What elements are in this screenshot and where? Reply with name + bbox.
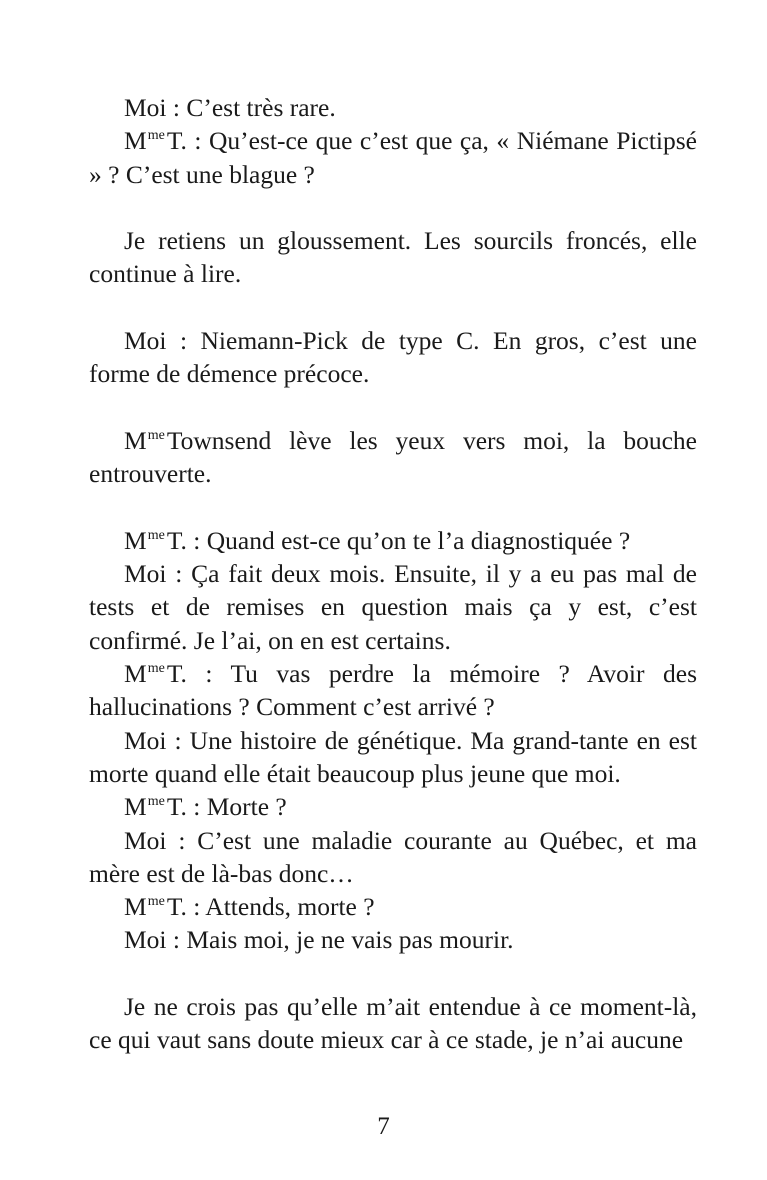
paragraph-3 xyxy=(89,224,697,291)
paragraph-4 xyxy=(89,324,697,391)
page-body xyxy=(89,91,697,1057)
paragraph-text: T. : Tu vas perdre la mémoire ? Avoir des hallucinations ? Comment c’est arrivé ? xyxy=(89,659,697,722)
paragraph-10: $M^{me}T$. : Morte ? xyxy=(124,792,287,822)
paragraph-12: $M^{me}T$. : Attends, morte ? xyxy=(124,892,375,922)
paragraph-8: $M^{me}T$. : Tu vas perdre la mémoire ? Avoir des hallucinations ? Comment c’est arrivé ? xyxy=(89,659,697,722)
honorific-superscript: me xyxy=(147,661,165,677)
paragraph-7 xyxy=(89,557,697,657)
paragraph-1 xyxy=(89,91,697,124)
honorific-superscript: me xyxy=(147,894,165,910)
paragraph-text: Je retiens un gloussement. Les sourcils froncés, elle continue à lire. xyxy=(89,226,697,289)
paragraph-text: Moi : Une histoire de génétique. Ma grand-tante en est morte quand elle était beaucoup plus jeune que moi. xyxy=(89,725,697,788)
paragraph-text: T. : Morte ? xyxy=(166,792,287,822)
paragraph-9 xyxy=(89,724,697,791)
honorific-superscript: me xyxy=(147,428,165,444)
paragraph-text: Moi : Mais moi, je ne vais pas mourir. xyxy=(124,925,514,955)
paragraph-text: Je ne crois pas qu’elle m’ait entendue à ce moment-là, ce qui vaut sans doute mieux car à ce stade, je n’ai aucune xyxy=(89,992,697,1055)
paragraph-11 xyxy=(89,824,697,891)
paragraph-text: T. : Attends, morte ? xyxy=(166,892,375,922)
paragraph-text: Moi : Ça fait deux mois. Ensuite, il y a eu pas mal de tests et de remises en question mais ça y est, c’est confirmé. Je l’ai, on en est certains. xyxy=(89,559,697,655)
paragraph-text: Moi : Niemann-Pick de type C. En gros, c’est une forme de démence précoce. xyxy=(89,326,697,389)
paragraph-5: $M^{me}Townsend$ lève les yeux vers moi, la bouche entrouverte. xyxy=(89,425,697,489)
page-number: 7 xyxy=(377,1113,390,1140)
honorific-superscript: me xyxy=(147,528,165,544)
paragraph-text: T. : Qu’est-ce que c’est que ça, « Niémane Pictipsé » ? C’est une blague ? xyxy=(89,126,697,189)
honorific-superscript: me xyxy=(147,128,165,144)
paragraph-text: Townsend lève les yeux vers moi, la bouche entrouverte. xyxy=(89,425,697,489)
honorific-superscript: me xyxy=(147,794,165,810)
paragraph-text: Moi : C’est une maladie courante au Québec, et ma mère est de là-bas donc… xyxy=(89,825,697,888)
paragraph-text: Moi : C’est très rare. xyxy=(124,93,336,122)
paragraph-14 xyxy=(89,990,697,1057)
paragraph-13 xyxy=(89,923,697,956)
paragraph-2: $M^{me}T$. : Qu’est-ce que c’est que ça, « Niémane Pictipsé » ? C’est une blague ? xyxy=(89,126,697,189)
paragraph-text: T. : Quand est-ce qu’on te l’a diagnostiquée ? xyxy=(166,525,631,555)
paragraph-6: $M^{me}T$. : Quand est-ce qu’on te l’a diagnostiquée ? xyxy=(124,525,631,555)
